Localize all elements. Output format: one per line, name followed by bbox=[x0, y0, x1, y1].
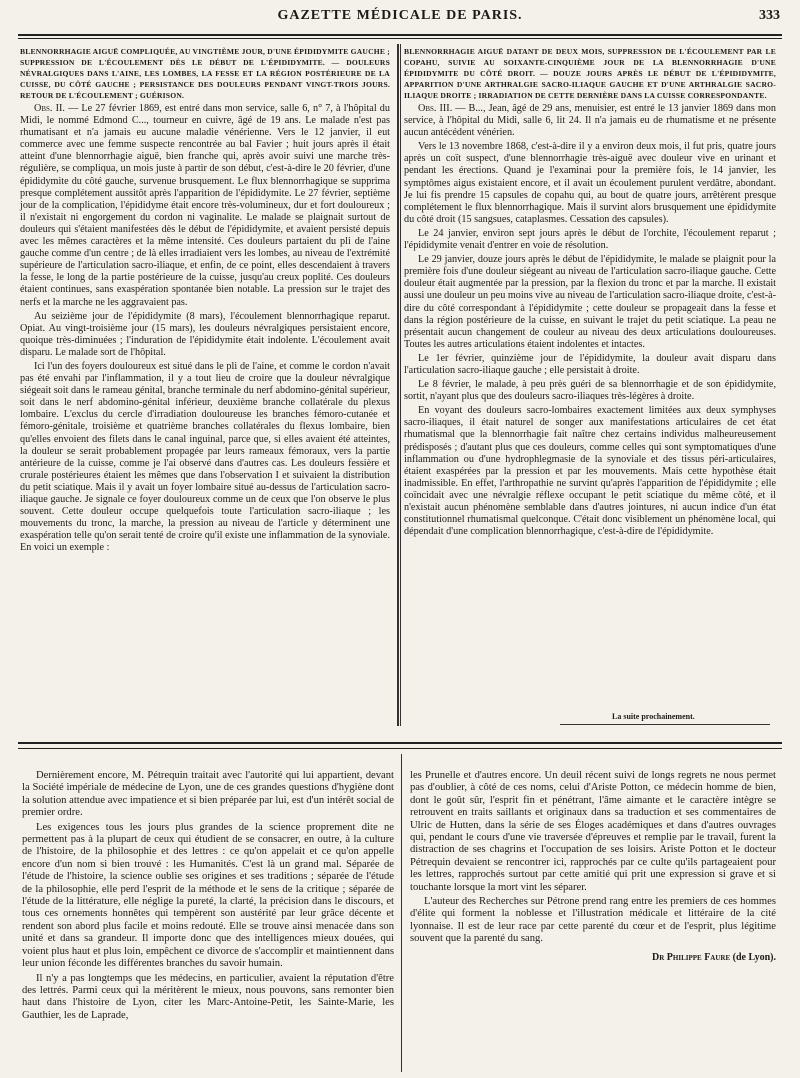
obs3-text: — B..., Jean, âgé de 29 ans, menuisier, est entré le 13 janvier 1869 dans mon service, à l'hôpital du Midi, salle 6, lit 24. Il n'a jamais eu de rhumatisme et ne présente aucun antécédent vénérien. bbox=[404, 103, 776, 139]
discussion-paragraph: En voyant des douleurs sacro-lombaires exactement limitées aux deux symphyses sacro-iliaques, il était naturel de songer aux manifestations articulaires de cet état rhumatismal que la blennorrhagie fait naître chez certains individus malheureusement prédisposés ; d'autant plus que ces douleurs, comme celles qui sont symptomatiques d'une inflammation ou d'une hydrophlegmasie de la synoviale et des tissus péri-articulaires, étaient exaspérées par la pression et par les mouvements. Mais cette hypothèse était inadmissible. En effet, l'arthropathie ne survint qu'après l'apparition de l'épididymite ; elle coïncidait avec une névralgie réflexe occupant le petit sciatique du même côté, et il n'existait aucun phénomène semblable dans d'autres jointures, ni aucun indice d'un état constitutionnel rhumatismal quelconque. C'était donc visiblement un phénomène local, qui dépendait d'une complication blennorrhagique, c'est-à-dire de l'épididymite. bbox=[404, 405, 776, 538]
signature bbox=[410, 952, 776, 964]
obs2-paragraph-2: Au seizième jour de l'épididymite (8 mars), l'écoulement blennorrhagique reparut. Opiat. Au vingt-troisième jour (15 mars), les douleurs névralgiques persistaient encore, quoique très-diminuées ; l'induration de l'épididymite était indolente. L'écoulement avait disparu. Le malade sort de l'hôpital. bbox=[20, 310, 390, 358]
header-rule-thin bbox=[18, 38, 782, 39]
feuilleton-rule-thin bbox=[18, 748, 782, 749]
page-number: 333 bbox=[759, 8, 780, 23]
feuilleton-right-column bbox=[410, 770, 776, 964]
obs3-paragraph-1 bbox=[404, 103, 776, 139]
feuilleton-paragraph-5: L'auteur des Recherches sur Pétrone prend rang entre les premiers de ces hommes d'élite qui forment la noblesse et l'illustration médicale et littéraire de la cité lyonnaise. Il est de leur race par cette parenté du cœur et de l'esprit, plus légitime souvent que la parenté du sang. bbox=[410, 896, 776, 945]
obs2-label: Obs. II. bbox=[34, 103, 65, 114]
obs3-label: Obs. III. bbox=[418, 103, 453, 114]
left-column bbox=[20, 46, 390, 554]
right-column bbox=[404, 46, 776, 538]
feuilleton-paragraph-2: Les exigences tous les jours plus grandes de la science proprement dite ne permettent pas à la plupart de ceux qui étudient de se consacrer, en outre, à la culture de l'histoire, de la philosophie et des lettres : ce qu'on appelait et ce qu'on appelle encore d'un nom si bien trouvé : les Humanités. C'est là un grand mal. Séparée de l'étude de l'histoire, la science oublie ses origines et ses traditions ; séparée de l'étude de la philosophie, elle perd l'esprit de la méthode et le sens de la critique ; séparée de l'étude de la littérature, elle néglige la pureté, la clarté, la précision dans le discours, et tous ces ornements honnêtes qui tempèrent son austérité par leur grâce décente et rendent son abord plus facile et moins redouté. Elle se trouve ainsi menacée dans son unité et dans sa grandeur. Il importe donc que des intelligences mieux douées, qui voient plus haut et plus loin, empêchent ce divorce de s'accomplir et maintiennent dans leur union féconde les différentes branches du savoir humain. bbox=[22, 821, 394, 970]
feuilleton-rule bbox=[18, 742, 782, 744]
feuilleton-paragraph-1: Dernièrement encore, M. Pétrequin traitait avec l'autorité qui lui appartient, devant la Société impériale de médecine de Lyon, une de ces grandes questions d'hygiène dont la solution attendue avec impatience et si bien préparée par lui, est d'un intérêt social de premier ordre. bbox=[22, 770, 394, 819]
continuation-note: La suite prochainement. bbox=[612, 712, 695, 721]
feuilleton-divider bbox=[401, 754, 402, 1072]
obs3-paragraph-6: Le 8 février, le malade, à peu près guéri de sa blennorrhagie et de son épididymite, sortit, n'ayant plus que des douleurs sacro-iliaques très-légères à droite. bbox=[404, 379, 776, 403]
obs2-summary: BLENNORRHAGIE AIGUË COMPLIQUÉE, AU VINGTIÈME JOUR, D'UNE ÉPIDIDYMITE GAUCHE ; SUPPRESSION DE L'ÉCOULEMENT DÈS LE DÉBUT DE L'ÉPIDIDYMITE. — DOULEURS NÉVRALGIQUES DANS L'AINE, LES LOMBES, LA FESSE ET LA RÉGION POSTÉRIEURE DE LA CUISSE, DU CÔTÉ GAUCHE ; PERSISTANCE DES DOULEURS PENDANT VINGT-TROIS JOURS. RETOUR DE L'ÉCOULEMENT ; GUÉRISON. bbox=[20, 47, 390, 100]
obs3-paragraph-5: Le 1er février, quinzième jour de l'épididymite, la douleur avait disparu dans l'articulation sacro-iliaque gauche ; elle persistait à droite. bbox=[404, 352, 776, 376]
header-rule bbox=[18, 34, 782, 36]
journal-title: GAZETTE MÉDICALE DE PARIS. bbox=[277, 8, 523, 23]
column-divider bbox=[397, 44, 399, 726]
commentary-paragraph: Ici l'un des foyers douloureux est situé dans le pli de l'aine, et comme le cordon n'avait pas été envahi par l'inflammation, il y a tout lieu de croire que la douleur névralgique siégeait soit dans le rameau génital, branche terminale du nerf abdomino-génital supérieur, soit dans le nerf abdomino-génital inférieur, deuxième branche collatérale du plexus lombaire. L'exclus du cercle d'irradiation douloureuse les branches fémoro-cutanée et fémoro-génitale, troisième et quatrième branches collatérales du flexus lombaire, bien qu'elles envoient des filets dans le canal inguinal, parce que, si elles avaient été atteintes, la douleur se serait probablement propagée par leurs rameaux fémoraux, vers la partie antérieure de la cuisse, comme je l'ai observé dans d'autres cas. Les douleurs fessière et crurale postérieures étaient les mêmes que dans l'observation I et suivaient la distribution du petit sciatique. Mais il y avait un foyer lombaire situé au-dessus de l'articulation sacro-iliaque gauche. Je signale ce foyer douloureux comme un de ceux que l'on observe le plus souvent. Cette douleur occupe quelquefois toute l'articulation sacro-iliaque ; les mouvements du tronc, la marche, la pression au niveau de l'article y déterminent une exaspération telle qu'on serait tenté de croire qu'il existe une inflammation de la synoviale. En voici un exemple : bbox=[20, 360, 390, 554]
obs2-paragraph-1 bbox=[20, 103, 390, 309]
page-header bbox=[20, 8, 780, 30]
obs2-text: — Le 27 février 1869, est entré dans mon service, salle 6, n° 7, à l'hôpital du Midi, le nommé Edmond C..., tourneur en cuivre, âgé de 19 ans. Le malade n'est pas rhumatisant et n'a jamais eu aucune maladie vénérienne. Vers le 12 janvier, il eut commerce avec une femme suspecte rencontrée au bal Favier ; huit jours après il était atteint d'une blennorrhagie aiguë, bien franche qui, après avoir suivi une marche très-régulière, se compliqua, un mois juste à partir de son début, c'est-à-dire le 20 février, d'une épididymite du côté gauche, survenue brusquement. Le flux blennorrhagique se supprima presque complétement aussitôt après l'apparition de l'épididymite. Le 27 février, septième jour de la complication, l'épididyme était encore très-volumineux, dur et fort douloureux ; il n'existait ni engorgement du cordon ni vaginalite. Le malade se plaignait surtout de douleurs qui s'étaient manifestées dès le début de l'épididymite, et avaient persisté depuis avec les mêmes caractères et la même intensité. Ces douleurs partaient du pli de l'aine gauche comme d'un centre ; de là elles irradiaient vers les lombes, au niveau de l'extrémité supérieure de l'articulation sacro-iliaque, et enfin, de ce point, elles descendaient à travers la fesse, le long de la partie postérieure de la cuisse, jusqu'au creux poplité. Ces douleurs étaient continues, sans exaspération spontanée bien notable. La pression sur le trajet des nerfs et la marche ne les aggravaient pas. bbox=[20, 103, 390, 308]
feuilleton-paragraph-4: les Prunelle et d'autres encore. Un deuil récent suivi de longs regrets ne nous permet pas d'oublier, à côté de ces noms, celui d'Ariste Potton, ce médecin homme de bien, dont le goût sûr, l'esprit fin et pénétrant, l'âme aimante et le caractère intègre se retrouvent en traits saillants et originaux dans sa traduction et ses commentaires de Ulric de Hutten, dans la série de ses Éloges académiques et dans d'autres ouvrages qui, pendant le cours d'une vie traversée d'épreuves et remplie par le travail, furent la distraction de ses chagrins et l'occupation de ses loisirs. Ariste Potton et le docteur Pétrequin devaient se rencontrer ici, rapprochés par ce culte qu'ils partageaient pour les lettres, rapprochés surtout par cette amitié qui prit une expression si grave et si touchante lorsque la mort vint les séparer. bbox=[410, 770, 776, 893]
obs3-paragraph-3: Le 24 janvier, environ sept jours après le début de l'orchite, l'écoulement reparut ; l'épididymite venait d'entrer en voie de résolution. bbox=[404, 227, 776, 252]
continuation-rule bbox=[560, 724, 770, 725]
feuilleton-left-column bbox=[22, 770, 394, 1022]
obs3-summary: BLENNORRHAGIE AIGUË DATANT DE DEUX MOIS, SUPPRESSION DE L'ÉCOULEMENT PAR LE COPAHU, SUIVIE AU SOIXANTE-CINQUIÈME JOUR DE LA BLENNORRHAGIE D'UNE ÉPIDIDYMITE DU CÔTÉ DROIT. — DOUZE JOURS APRÈS LE DÉBUT DE L'ÉPIDIDYMITE, APPARITION D'UNE ARTHRALGIE SACRO-ILIAQUE GAUCHE ET D'UNE ARTHRALGIE SACRO-ILIAQUE DROITE ; IRRADIATION DE CETTE DERNIÈRE DANS LA CUISSE CORRESPONDANTE. bbox=[404, 47, 776, 100]
signature-place: (de Lyon). bbox=[732, 951, 776, 963]
signature-name: Dr Philippe Faure bbox=[652, 951, 731, 963]
column-divider-thin bbox=[400, 44, 401, 726]
obs3-paragraph-2: Vers le 13 novembre 1868, c'est-à-dire il y a environ deux mois, il fut pris, quatre jours après un coït suspect, d'une blennorrhagie très-aiguë avec douleur vive en urinant et pendant les érections. Quand je l'examinai pour la première fois, le 14 janvier, les symptômes aigus existaient encore, et il avait un écoulement purulent verdâtre, abondant. Je lui fis prendre 15 capsules de copahu qui, au bout de quatre jours, arrêtèrent presque complétement le flux blennorrhagique. Mais il survint alors brusquement une épididymite du côté droit (15 sangsues, cataplasmes. Cessation des capsules). bbox=[404, 141, 776, 225]
obs3-paragraph-4: Le 29 janvier, douze jours après le début de l'épididymite, le malade se plaignit pour la première fois d'une douleur siégeant au niveau de l'articulation sacro-iliaque gauche. Cette douleur était augmentée par la pression, par la flexion du tronc et par la marche. Il existait aussi une douleur un peu moins vive au niveau de l'articulation sacro-iliaque droite, c'est-à-dire du côté correspondant à l'épididymite ; cette douleur se propageait dans la fesse et dans la région postérieure de la cuisse, en suivant le trajet du petit sciatique. La peau ne présentait aucun changement de couleur au niveau des deux articulations douloureuses. Toutes les autres articulations étaient indolentes et intactes. bbox=[404, 254, 776, 350]
feuilleton-paragraph-3: Il n'y a pas longtemps que les médecins, en particulier, avaient la réputation d'être des lettrés. Parmi ceux qui la méritèrent le mieux, nous pouvons, sans remonter bien haut dans l'histoire de Lyon, citer les Marc-Antoine-Petit, les Sainte-Marie, les Gauthier, les de Laprade, bbox=[22, 972, 394, 1021]
